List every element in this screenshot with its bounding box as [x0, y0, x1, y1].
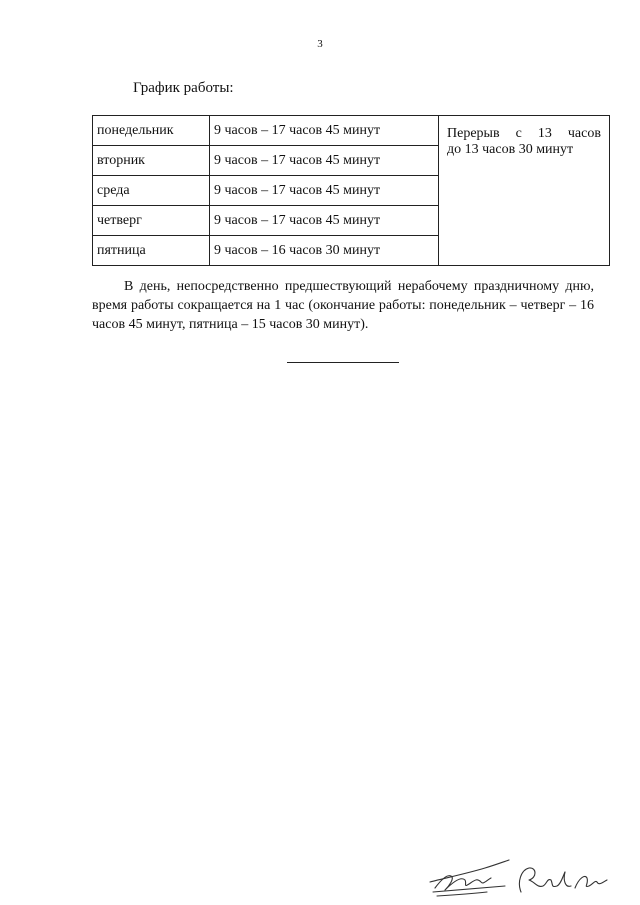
shortened-day-note: В день, непосредственно предшествующий нерабочему праздничному дню, время работы сокращается на 1 час (окончание работы: понедельник – четверг – 16 часов 45 минут, пятница – 15 часов 30 минут).	[92, 279, 594, 332]
work-schedule-table	[92, 115, 610, 266]
hours-cell: 9 часов – 17 часов 45 минут	[210, 206, 439, 236]
handwritten-signatures	[425, 852, 615, 900]
break-note-word: 13	[537, 126, 552, 141]
signature-stroke	[519, 868, 565, 892]
hours-cell: 9 часов – 16 часов 30 минут	[210, 236, 439, 266]
break-note-word: часов	[567, 126, 601, 141]
day-cell: пятница	[93, 236, 210, 266]
table-row	[93, 116, 610, 146]
page-number: 3	[317, 38, 323, 50]
day-cell: среда	[93, 176, 210, 206]
end-divider	[287, 362, 399, 363]
break-cell	[439, 116, 610, 266]
break-note-word: Перерыв	[447, 126, 500, 141]
break-note-line2: до 13 часов 30 минут	[447, 142, 574, 157]
section-title: График работы:	[133, 80, 234, 96]
signature-stroke	[433, 886, 505, 892]
signature-stroke	[437, 892, 487, 896]
break-note-line1	[447, 126, 601, 142]
day-cell: четверг	[93, 206, 210, 236]
hours-cell: 9 часов – 17 часов 45 минут	[210, 176, 439, 206]
break-note-word: с	[515, 126, 522, 141]
signature-stroke	[430, 860, 509, 882]
day-cell: вторник	[93, 146, 210, 176]
signature-stroke	[575, 876, 607, 888]
hours-cell: 9 часов – 17 часов 45 минут	[210, 116, 439, 146]
hours-cell: 9 часов – 17 часов 45 минут	[210, 146, 439, 176]
signature-stroke	[564, 872, 571, 886]
day-cell: понедельник	[93, 116, 210, 146]
